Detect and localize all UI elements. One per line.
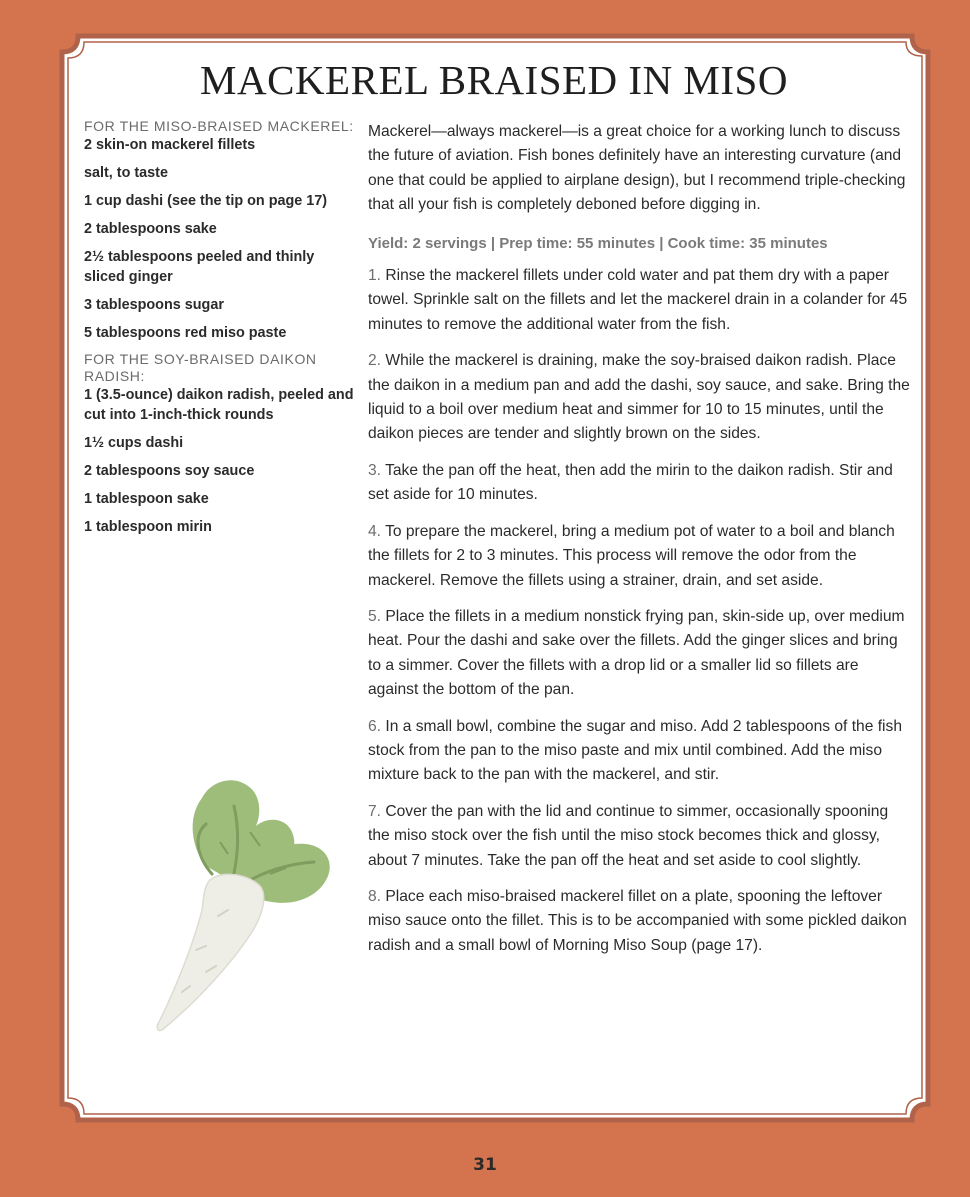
ingredient-item: 1 tablespoon mirin [84,519,212,535]
step-number: 4. [368,522,382,540]
ingredients-heading-mackerel: FOR THE MISO-BRAISED MACKEREL: [84,118,354,134]
step-number: 1. [368,267,382,285]
step-text: While the mackerel is draining, make the soy-braised daikon radish. Place the daikon in a medium pan and add the dashi, soy sauce, and sake. Bring the liquid to a boil over medium heat and simmer for 10 to 15 minutes, until the daikon pieces are tender and slightly brown on the sides. [368,352,910,443]
ingredient-item: 5 tablespoons red miso paste [84,325,287,341]
ingredient-item: 2½ tablespoons peeled and thinly sliced ginger [84,249,315,285]
step-text: In a small bowl, combine the sugar and miso. Add 2 tablespoons of the fish stock from the pan to the miso paste and mix until combined. Add the miso mixture back to the pan with the mackerel, and stir. [368,717,902,784]
ingredient-item: 1½ cups dashi [84,435,184,451]
step-text: Rinse the mackerel fillets under cold water and pat them dry with a paper towel. Sprinkle salt on the fillets and let the mackerel drain in a colander for 45 minutes to remove the additional water from the fish. [368,267,908,333]
step-text: Take the pan off the heat, then add the mirin to the daikon radish. Stir and set aside for 10 minutes. [368,461,893,504]
ingredient-item: 2 tablespoons soy sauce [84,463,255,479]
step-number: 2. [368,352,382,370]
step-number: 6. [368,717,382,735]
daikon-radish-icon [110,746,350,1036]
step-item [368,520,913,593]
ingredient-item: 2 skin-on mackerel fillets [84,137,256,153]
step-item [368,264,913,337]
step-text: To prepare the mackerel, bring a medium pot of water to a boil and blanch the fillets for 2 to 3 minutes. This process will remove the odor from the mackerel. Remove the fillets using a strainer, drain, and set aside. [368,522,895,589]
step-text: Place the fillets in a medium nonstick frying pan, skin-side up, over medium heat. Pour the dashi and sake over the fillets. Add the ginger slices and bring to a simmer. Cover the fillets with a drop lid or a smaller lid so fillets are against the bottom of the pan. [368,607,905,699]
ingredient-item: 3 tablespoons sugar [84,297,224,313]
step-item [368,605,913,703]
ingredient-item: 1 cup dashi (see the tip on page 17) [84,193,328,209]
step-text: Cover the pan with the lid and continue to simmer, occasionally spooning the miso stock over the fish until the miso stock becomes thick and glossy, about 7 minutes. Take the pan off the heat and set aside to cool slightly. [368,802,889,869]
step-item [368,715,913,788]
step-number: 3. [368,461,382,479]
recipe-page [68,46,920,1112]
step-number: 8. [368,887,382,905]
instructions-column [368,120,913,970]
ingredients-heading-daikon: FOR THE SOY-BRAISED DAIKON RADISH: [84,351,317,384]
ingredient-item: salt, to taste [84,165,168,181]
page-title: MACKEREL BRAISED IN MISO [200,57,788,103]
ingredients-column [84,118,354,545]
page-number: 31 [473,1155,497,1175]
step-item [368,885,913,958]
ingredient-item: 2 tablespoons sake [84,221,217,237]
step-item [368,349,913,447]
step-item [368,459,913,508]
recipe-meta: Yield: 2 servings | Prep time: 55 minutes | Cook time: 35 minutes [368,234,828,252]
step-text: Place each miso-braised mackerel fillet on a plate, spooning the leftover miso sauce onto the fillet. This is to be accompanied with some pickled daikon radish and a small bowl of Morning Miso Soup (page 17). [368,887,907,954]
ingredient-item: 1 tablespoon sake [84,491,209,507]
step-item [368,800,913,873]
ingredient-item: 1 (3.5-ounce) daikon radish, peeled and cut into 1-inch-thick rounds [84,387,354,423]
intro-paragraph: Mackerel—always mackerel—is a great choice for a working lunch to discuss the future of aviation. Fish bones definitely have an interesting curvature (and one that could be applied to airplane design), but I recommend triple-checking that all your fish is completely deboned before digging in. [368,123,906,214]
step-number: 7. [368,802,382,820]
step-number: 5. [368,607,382,625]
